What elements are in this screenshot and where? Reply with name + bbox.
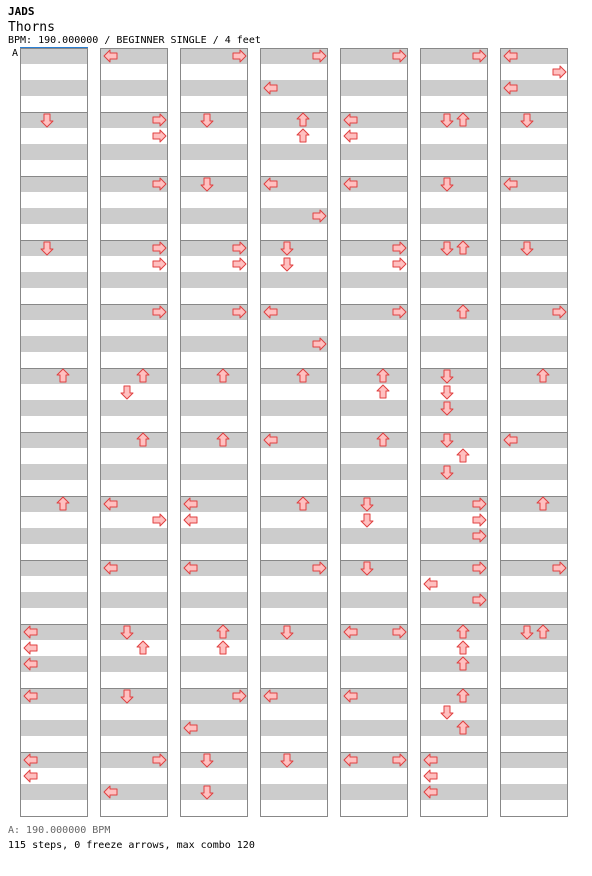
- beat-band: [20, 176, 88, 192]
- beat-band: [420, 144, 488, 160]
- beat-band: [340, 496, 408, 512]
- bpm-legend: A: 190.000000 BPM: [8, 825, 111, 836]
- beat-band: [20, 80, 88, 96]
- beat-band: [420, 80, 488, 96]
- beat-band: [260, 656, 328, 672]
- beat-band: [20, 112, 88, 128]
- beat-band: [20, 144, 88, 160]
- beat-band: [180, 528, 248, 544]
- beat-band: [260, 272, 328, 288]
- beat-band: [180, 464, 248, 480]
- beat-band: [20, 464, 88, 480]
- beat-band: [260, 720, 328, 736]
- beat-band: [100, 432, 168, 448]
- beat-band: [340, 272, 408, 288]
- beat-band: [260, 464, 328, 480]
- beat-band: [420, 368, 488, 384]
- beat-band: [420, 400, 488, 416]
- chart-info: BPM: 190.000000 / BEGINNER SINGLE / 4 feet: [8, 35, 261, 46]
- beat-band: [260, 624, 328, 640]
- beat-band: [260, 400, 328, 416]
- beat-band: [420, 336, 488, 352]
- beat-band: [260, 496, 328, 512]
- beat-band: [420, 208, 488, 224]
- beat-band: [180, 624, 248, 640]
- site-name: JADS: [8, 5, 35, 18]
- beat-band: [100, 336, 168, 352]
- bpm-marker: A: [12, 48, 19, 59]
- beat-band: [340, 720, 408, 736]
- beat-band: [20, 336, 88, 352]
- beat-band: [500, 656, 568, 672]
- beat-band: [100, 720, 168, 736]
- chart-column-3: [180, 48, 248, 817]
- beat-band: [420, 240, 488, 256]
- beat-band: [340, 464, 408, 480]
- beat-band: [180, 336, 248, 352]
- beat-band: [180, 368, 248, 384]
- beat-band: [180, 144, 248, 160]
- beat-band: [500, 112, 568, 128]
- beat-band: [260, 752, 328, 768]
- chart-column-6: [420, 48, 488, 817]
- beat-band: [420, 176, 488, 192]
- beat-band: [500, 528, 568, 544]
- beat-band: [180, 432, 248, 448]
- beat-band: [20, 304, 88, 320]
- beat-band: [420, 304, 488, 320]
- beat-band: [500, 240, 568, 256]
- beat-band: [500, 368, 568, 384]
- beat-band: [20, 368, 88, 384]
- beat-band: [20, 240, 88, 256]
- beat-band: [20, 272, 88, 288]
- beat-band: [340, 336, 408, 352]
- beat-band: [500, 144, 568, 160]
- beat-band: [500, 208, 568, 224]
- beat-band: [100, 80, 168, 96]
- beat-band: [420, 720, 488, 736]
- beat-band: [100, 208, 168, 224]
- beat-band: [180, 80, 248, 96]
- beat-band: [100, 464, 168, 480]
- beat-band: [260, 144, 328, 160]
- beat-band: [420, 272, 488, 288]
- beat-band: [340, 432, 408, 448]
- beat-band: [500, 336, 568, 352]
- beat-band: [420, 624, 488, 640]
- beat-band: [100, 528, 168, 544]
- beat-band: [500, 688, 568, 704]
- beat-band: [340, 528, 408, 544]
- beat-band: [100, 400, 168, 416]
- beat-band: [340, 208, 408, 224]
- beat-band: [500, 272, 568, 288]
- beat-band: [340, 144, 408, 160]
- beat-band: [340, 656, 408, 672]
- beat-band: [20, 48, 88, 64]
- beat-band: [180, 272, 248, 288]
- beat-band: [180, 752, 248, 768]
- beat-band: [180, 112, 248, 128]
- beat-band: [340, 80, 408, 96]
- beat-band: [20, 784, 88, 800]
- beat-band: [20, 528, 88, 544]
- beat-band: [20, 720, 88, 736]
- beat-band: [500, 720, 568, 736]
- beat-band: [420, 464, 488, 480]
- beat-band: [340, 400, 408, 416]
- beat-band: [500, 592, 568, 608]
- beat-band: [340, 560, 408, 576]
- beat-band: [420, 112, 488, 128]
- chart-column-2: [100, 48, 168, 817]
- beat-band: [180, 208, 248, 224]
- beat-band: [180, 592, 248, 608]
- beat-band: [100, 368, 168, 384]
- beat-band: [20, 432, 88, 448]
- beat-band: [420, 688, 488, 704]
- beat-band: [100, 592, 168, 608]
- beat-band: [20, 400, 88, 416]
- beat-band: [180, 656, 248, 672]
- beat-band: [100, 272, 168, 288]
- beat-band: [340, 368, 408, 384]
- beat-band: [500, 784, 568, 800]
- beat-band: [20, 496, 88, 512]
- beat-band: [500, 752, 568, 768]
- beat-band: [100, 624, 168, 640]
- beat-band: [100, 688, 168, 704]
- beat-band: [180, 176, 248, 192]
- bpm-marker-line: [20, 47, 88, 48]
- beat-band: [500, 464, 568, 480]
- beat-band: [180, 784, 248, 800]
- beat-band: [100, 144, 168, 160]
- beat-band: [420, 432, 488, 448]
- beat-band: [420, 656, 488, 672]
- beat-band: [500, 624, 568, 640]
- beat-band: [260, 528, 328, 544]
- beat-band: [340, 784, 408, 800]
- beat-band: [100, 656, 168, 672]
- beat-band: [20, 208, 88, 224]
- beat-band: [260, 784, 328, 800]
- beat-band: [260, 592, 328, 608]
- chart-column-7: [500, 48, 568, 817]
- beat-band: [20, 592, 88, 608]
- beat-band: [20, 560, 88, 576]
- beat-band: [500, 400, 568, 416]
- beat-band: [260, 112, 328, 128]
- beat-band: [500, 496, 568, 512]
- beat-band: [180, 400, 248, 416]
- beat-band: [260, 240, 328, 256]
- beat-band: [260, 368, 328, 384]
- step-stats: 115 steps, 0 freeze arrows, max combo 120: [8, 840, 255, 851]
- beat-band: [340, 592, 408, 608]
- song-title: Thorns: [8, 20, 55, 35]
